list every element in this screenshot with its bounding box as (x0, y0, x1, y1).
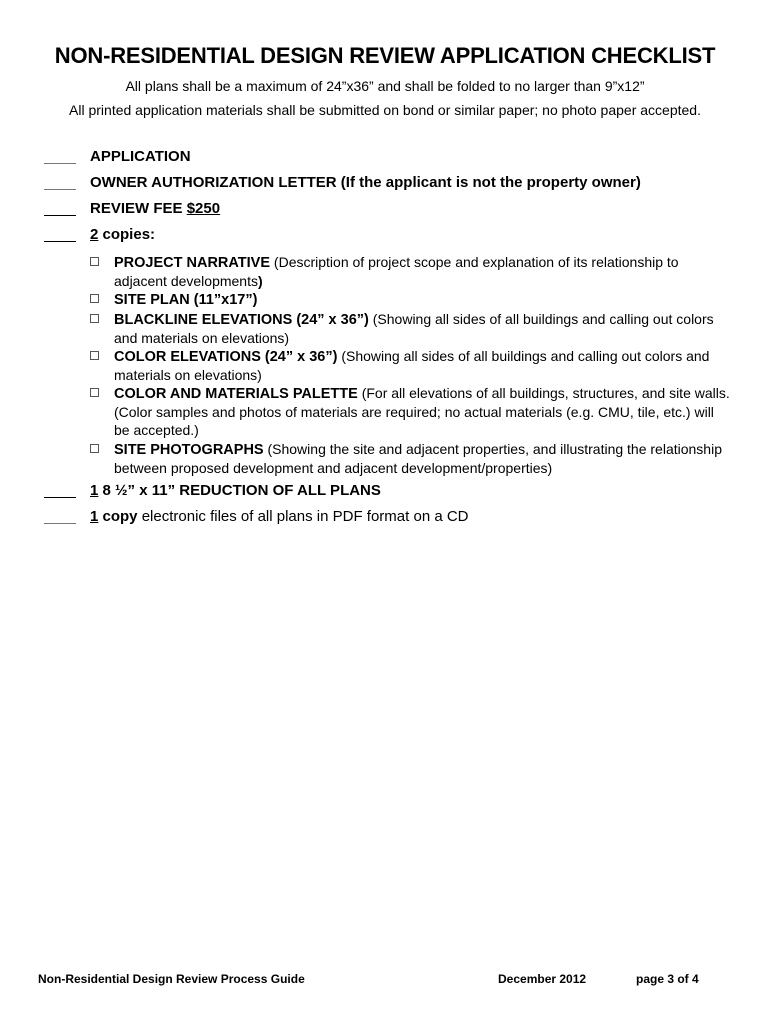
check-blank[interactable] (44, 241, 76, 242)
copies-label: copies: (98, 226, 156, 243)
electronic-rest: electronic files of all plans in PDF format on a CD (137, 508, 469, 525)
item-label (90, 226, 155, 243)
electronic-count: 1 (90, 508, 99, 525)
check-blank[interactable] (44, 163, 76, 164)
electronic-bold: copy (98, 508, 138, 525)
reduction-count: 1 (90, 482, 99, 499)
item-label (90, 508, 469, 525)
sub-item-blackline-elevations (90, 310, 730, 346)
review-fee-label: REVIEW FEE (90, 200, 187, 217)
sub-item-site-plan (90, 290, 730, 308)
sub-item-text: COLOR AND MATERIALS PALETTE (For all elevations of all buildings, structures, and site walls. (Color samples and photos of materials are required; no actual materials (e.g. CMU, tile, etc.) will be accepted.) (114, 385, 730, 438)
sub-item-color-elevations (90, 347, 730, 383)
checkbox[interactable] (90, 314, 99, 323)
item-label (90, 200, 220, 217)
checkbox[interactable] (90, 444, 99, 453)
sub-item-site-photographs (90, 440, 730, 476)
checkbox[interactable] (90, 351, 99, 360)
copies-count: 2 (90, 226, 99, 243)
check-blank[interactable] (44, 497, 76, 498)
item-label: APPLICATION (90, 148, 191, 165)
checkbox[interactable] (90, 257, 99, 266)
footer-page-number: page 3 of 4 (636, 972, 699, 986)
sub-item-project-narrative (90, 253, 730, 289)
sub-item-text: BLACKLINE ELEVATIONS (24” x 36”) (Showing all sides of all buildings and calling out colors and materials on elevations) (114, 311, 714, 346)
reduction-label: 8 ½” x 11” REDUCTION OF ALL PLANS (98, 482, 381, 499)
sub-item-text: SITE PHOTOGRAPHS (Showing the site and adjacent properties, and illustrating the relationship between proposed development and adjacent development/properties) (114, 441, 722, 476)
subtitle-plan-size: All plans shall be a maximum of 24”x36” and shall be folded to no larger than 9”x12” (125, 78, 645, 94)
sub-item-text: PROJECT NARRATIVE (Description of project scope and explanation of its relationship to adjacent developments) (114, 254, 679, 289)
check-blank[interactable] (44, 523, 76, 524)
sub-item-color-materials-palette (90, 384, 730, 438)
checkbox[interactable] (90, 388, 99, 397)
check-blank[interactable] (44, 189, 76, 190)
footer-guide-title: Non-Residential Design Review Process Guide (38, 972, 305, 986)
review-fee-amount: $250 (186, 200, 221, 217)
item-label: OWNER AUTHORIZATION LETTER (If the applicant is not the property owner) (90, 174, 641, 191)
checkbox[interactable] (90, 294, 99, 303)
item-label (90, 482, 381, 499)
subtitle-paper: All printed application materials shall be submitted on bond or similar paper; no photo paper accepted. (69, 102, 701, 118)
page-title: NON-RESIDENTIAL DESIGN REVIEW APPLICATION CHECKLIST (54, 43, 716, 68)
sub-item-text: SITE PLAN (11”x17”) (114, 292, 258, 308)
check-blank[interactable] (44, 215, 76, 216)
footer-date: December 2012 (498, 972, 587, 986)
sub-item-text: COLOR ELEVATIONS (24” x 36”) (Showing all sides of all buildings and calling out colors and materials on elevations) (114, 348, 710, 383)
